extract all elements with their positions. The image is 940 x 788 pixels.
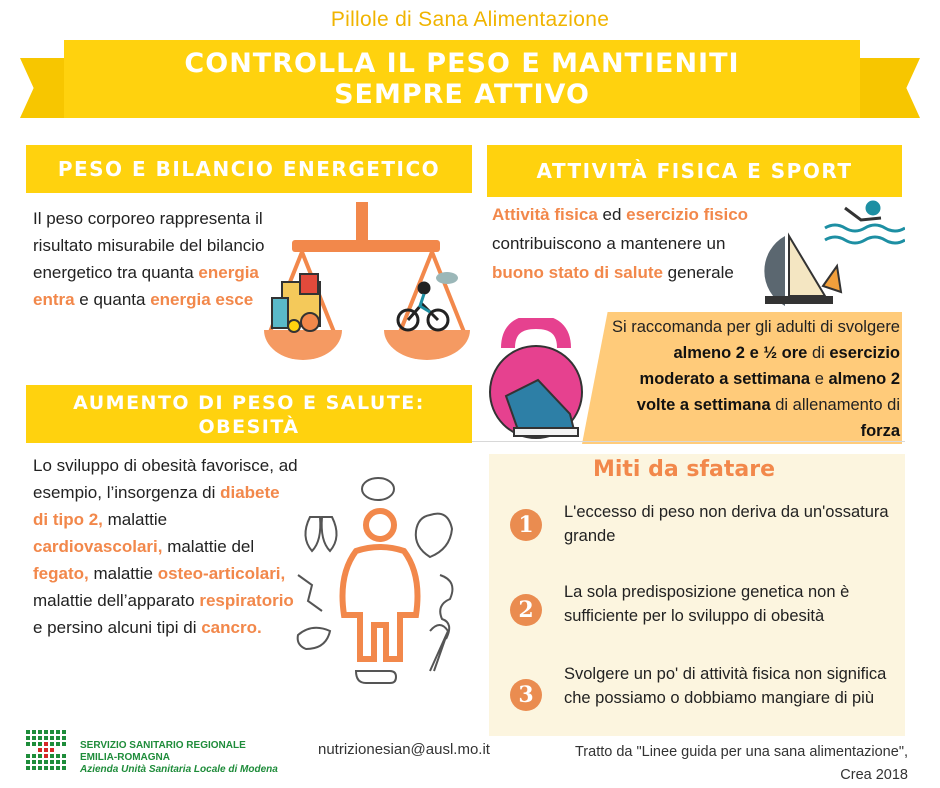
highlight-respiratorio: respiratorio	[199, 591, 294, 610]
scale-pan-left-icon	[264, 330, 342, 360]
section-heading-obesita	[26, 385, 472, 443]
brain-icon	[362, 478, 394, 500]
ribbon-icon	[430, 625, 448, 671]
title-line-1: CONTROLLA IL PESO E MANTIENITI	[184, 48, 740, 79]
rec-text: Si raccomanda per gli adulti di svolgere	[612, 318, 900, 336]
myth-number-1: 1	[510, 509, 542, 541]
rec-bold: esercizio moderato a settimana	[639, 344, 900, 388]
highlight-fegato: fegato,	[33, 564, 89, 583]
title-ribbon	[64, 40, 860, 118]
rec-text: di	[807, 344, 830, 362]
obesita-paragraph	[33, 452, 298, 641]
highlight-cancro: cancro.	[201, 618, 262, 637]
scale-pole-icon	[356, 202, 368, 244]
attivita-paragraph	[492, 200, 752, 287]
obesita-text: e persino alcuni tipi di	[33, 618, 202, 637]
lungs-icon	[305, 517, 336, 551]
peso-text: Il peso corporeo rappresenta il risultato misurabile del bilancio energetico tra quanta	[33, 209, 265, 282]
rec-text: e	[810, 370, 829, 388]
attivita-text: contribuiscono a mantenere un	[492, 234, 726, 253]
scale-illustration	[262, 200, 472, 368]
myth-text-2: La sola predisposizione genetica non è sufficiente per lo sviluppo di obesità	[564, 583, 850, 625]
highlight-energia-entra: energia entra	[33, 263, 259, 309]
attivita-text: ed	[597, 205, 627, 224]
obesita-text: malattie	[102, 510, 168, 529]
myth-number-2: 2	[510, 594, 542, 626]
obesita-text: Lo sviluppo di obesità favorisce, ad esempio, l’insorgenza di	[33, 456, 298, 502]
source-line-2: Crea 2018	[840, 767, 908, 783]
cloud-icon	[436, 272, 458, 284]
logo-line-2: EMILIA-ROMAGNA	[80, 752, 170, 763]
pointing-hand-icon	[356, 671, 396, 683]
obesita-text: malattie dell’apparato	[33, 591, 200, 610]
obesita-text: malattie del	[162, 537, 255, 556]
highlight-attivita-fisica: Attività fisica	[492, 205, 598, 224]
sailboat-icon	[764, 236, 841, 306]
divider-line	[470, 441, 905, 442]
source-credit	[520, 741, 908, 787]
joint-icon	[298, 575, 322, 611]
myth-number-3: 3	[510, 679, 542, 711]
regional-logo-icon	[26, 730, 72, 776]
peso-paragraph	[33, 205, 273, 313]
logo-line-1: SERVIZIO SANITARIO REGIONALE	[80, 740, 246, 751]
page-subtitle: Pillole di Sana Alimentazione	[330, 8, 610, 31]
myths-title: Miti da sfatare	[592, 457, 776, 482]
section-heading-peso: PESO E BILANCIO ENERGETICO	[26, 145, 472, 193]
rec-bold: almeno 2 e ½ ore	[673, 344, 808, 362]
highlight-buono-stato: buono stato di salute	[492, 263, 663, 282]
logo-line-3: Azienda Unità Sanitaria Locale di Modena	[80, 764, 278, 775]
highlight-energia-esce: energia esce	[150, 290, 254, 309]
scale-beam-icon	[292, 240, 440, 252]
sport-illustration	[745, 196, 905, 308]
rec-bold: forza	[860, 422, 900, 440]
swimmer-icon	[825, 202, 905, 243]
highlight-diabete: diabete di tipo 2,	[33, 483, 280, 529]
rec-bold: almeno 2 volte a settimana	[636, 370, 900, 414]
liver-icon	[298, 628, 330, 649]
myth-text-1: L'eccesso di peso non deriva da un'ossatura grande	[564, 503, 889, 545]
regional-logo-text	[80, 740, 278, 776]
highlight-osteoarticolari: osteo-articolari,	[157, 564, 286, 583]
human-body-icon	[343, 511, 418, 659]
peso-text: e quanta	[74, 290, 151, 309]
highlight-cardiovascolari: cardiovascolari,	[33, 537, 163, 556]
attivita-text: generale	[662, 263, 734, 282]
contact-email: nutrizionesian@ausl.mo.it	[318, 741, 490, 758]
scale-pan-right-icon	[384, 330, 470, 360]
groceries-icon	[272, 274, 320, 332]
title-line-2: SEMPRE ATTIVO	[334, 79, 590, 110]
obesita-text: malattie	[88, 564, 158, 583]
myth-text-3: Svolgere un po' di attività fisica non significa che possiamo o dobbiamo mangiare di più	[564, 665, 887, 707]
obesita-heading-line-1: AUMENTO DI PESO E SALUTE:	[73, 392, 425, 414]
obesita-heading-line-2: OBESITÀ	[198, 416, 300, 438]
kettlebell-illustration	[478, 318, 596, 444]
recommendation-text	[600, 314, 900, 444]
source-line-1: Tratto da "Linee guida per una sana alimentazione",	[574, 744, 908, 760]
rec-text: di allenamento di	[770, 396, 900, 414]
heart-icon	[416, 514, 452, 557]
ribbon-tail-right	[858, 58, 920, 118]
body-organs-illustration	[290, 475, 470, 695]
highlight-esercizio-fisico: esercizio fisico	[626, 205, 749, 224]
section-heading-attivita: ATTIVITÀ FISICA E SPORT	[487, 145, 902, 197]
